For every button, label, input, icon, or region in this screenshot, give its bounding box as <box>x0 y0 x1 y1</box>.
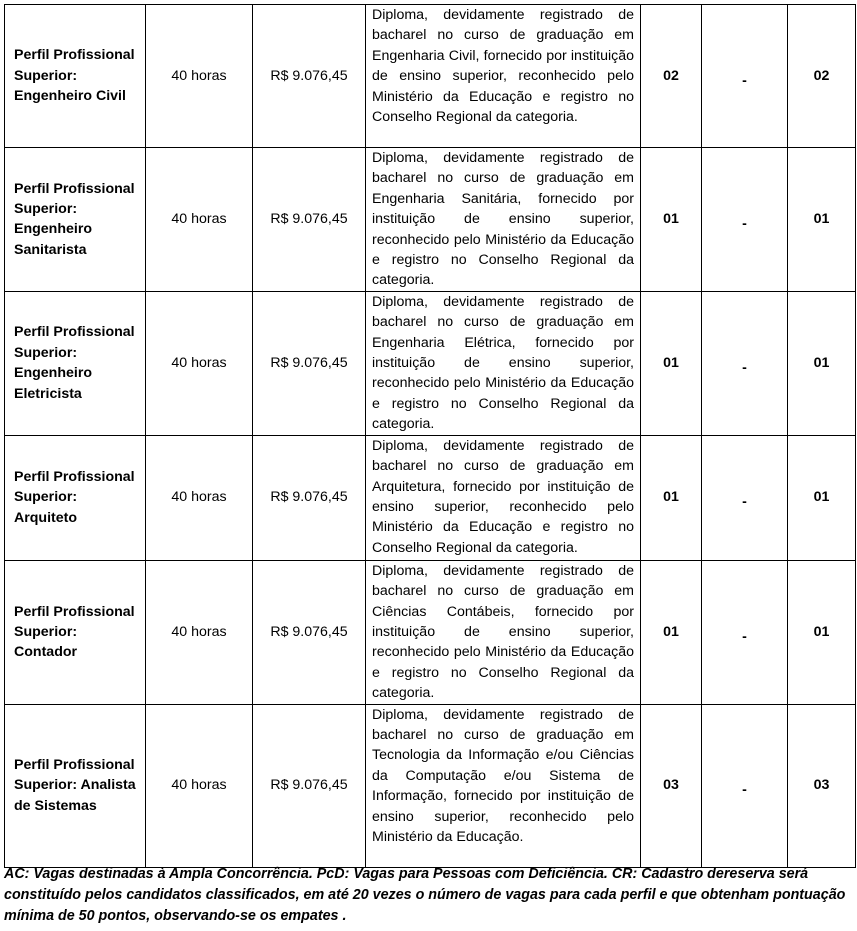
pcd-vagas-cell: - <box>702 291 788 435</box>
ac-vagas-cell: 02 <box>641 5 702 148</box>
requisito-cell: Diploma, devidamente registrado de bacharel no curso de graduação em Engenharia Sanitária, fornecido por instituição de ensino superior, reconhecido pelo Ministério da Educação e registro no Conselho Regional da categoria. <box>366 148 641 292</box>
carga-horaria-cell: 40 horas <box>146 5 253 148</box>
vencimento-cell: R$ 9.076,45 <box>253 148 366 292</box>
ac-vagas-cell: 01 <box>641 148 702 292</box>
total-vagas-cell: 01 <box>788 291 856 435</box>
table-row <box>5 5 856 148</box>
ac-vagas-cell: 03 <box>641 704 702 867</box>
perfil-cell: Perfil Profissional Superior: Engenheiro Civil <box>5 5 146 148</box>
vencimento-cell: R$ 9.076,45 <box>253 560 366 704</box>
ac-vagas-cell: 01 <box>641 435 702 560</box>
pcd-vagas-cell: - <box>702 560 788 704</box>
pcd-vagas-cell: - <box>702 435 788 560</box>
vencimento-cell: R$ 9.076,45 <box>253 5 366 148</box>
carga-horaria-cell: 40 horas <box>146 148 253 292</box>
requisito-cell: Diploma, devidamente registrado de bacharel no curso de graduação em Engenharia Elétrica, fornecido por instituição de ensino superior, reconhecido pelo Ministério da Educação e registro no Conselho Regional da categoria. <box>366 291 641 435</box>
perfil-cell: Perfil Profissional Superior: Analista de Sistemas <box>5 704 146 867</box>
perfil-cell: Perfil Profissional Superior: Contador <box>5 560 146 704</box>
ac-vagas-cell: 01 <box>641 291 702 435</box>
pcd-vagas-cell: - <box>702 704 788 867</box>
table-row <box>5 435 856 560</box>
pcd-vagas-cell: - <box>702 5 788 148</box>
ac-vagas-cell: 01 <box>641 560 702 704</box>
vencimento-cell: R$ 9.076,45 <box>253 291 366 435</box>
vencimento-cell: R$ 9.076,45 <box>253 704 366 867</box>
carga-horaria-cell: 40 horas <box>146 291 253 435</box>
requisito-cell: Diploma, devidamente registrado de bacharel no curso de graduação em Ciências Contábeis, fornecido por instituição de ensino superior, reconhecido pelo Ministério da Educação e registro no Conselho Regional da categoria. <box>366 560 641 704</box>
requisito-cell: Diploma, devidamente registrado de bacharel no curso de graduação em Engenharia Civil, fornecido por instituição de ensino superior, reconhecido pelo Ministério da Educação e registro no Conselho Regional da categoria. <box>366 5 641 148</box>
carga-horaria-cell: 40 horas <box>146 704 253 867</box>
table-row <box>5 704 856 867</box>
total-vagas-cell: 03 <box>788 704 856 867</box>
perfil-cell: Perfil Profissional Superior: Engenheiro Sanitarista <box>5 148 146 292</box>
total-vagas-cell: 01 <box>788 148 856 292</box>
table-row <box>5 291 856 435</box>
perfil-cell: Perfil Profissional Superior: Arquiteto <box>5 435 146 560</box>
requisito-cell: Diploma, devidamente registrado de bacharel no curso de graduação em Tecnologia da Informação e/ou Ciências da Computação e/ou Sistema de Informação, fornecido por instituição de ensino superior, reconhecido pelo Ministério da Educação. <box>366 704 641 867</box>
carga-horaria-cell: 40 horas <box>146 560 253 704</box>
vencimento-cell: R$ 9.076,45 <box>253 435 366 560</box>
total-vagas-cell: 01 <box>788 560 856 704</box>
vacancies-table <box>4 4 856 868</box>
footnote: AC: Vagas destinadas à Ampla Concorrência. PcD: Vagas para Pessoas com Deficiência. CR: Cadastro dereserva será constituído pelos candidatos classificados, em até 20 vezes o número de vagas para cada perfil e que obtenham pontuação mínima de 50 pontos, observando-se os empates . <box>4 866 846 924</box>
total-vagas-cell: 02 <box>788 5 856 148</box>
total-vagas-cell: 01 <box>788 435 856 560</box>
pcd-vagas-cell: - <box>702 148 788 292</box>
table-row <box>5 148 856 292</box>
requisito-cell: Diploma, devidamente registrado de bacharel no curso de graduação em Arquitetura, fornecido por instituição de ensino superior, reconhecido pelo Ministério da Educação e registro no Conselho Regional da categoria. <box>366 435 641 560</box>
perfil-cell: Perfil Profissional Superior: Engenheiro Eletricista <box>5 291 146 435</box>
carga-horaria-cell: 40 horas <box>146 435 253 560</box>
table-row <box>5 560 856 704</box>
